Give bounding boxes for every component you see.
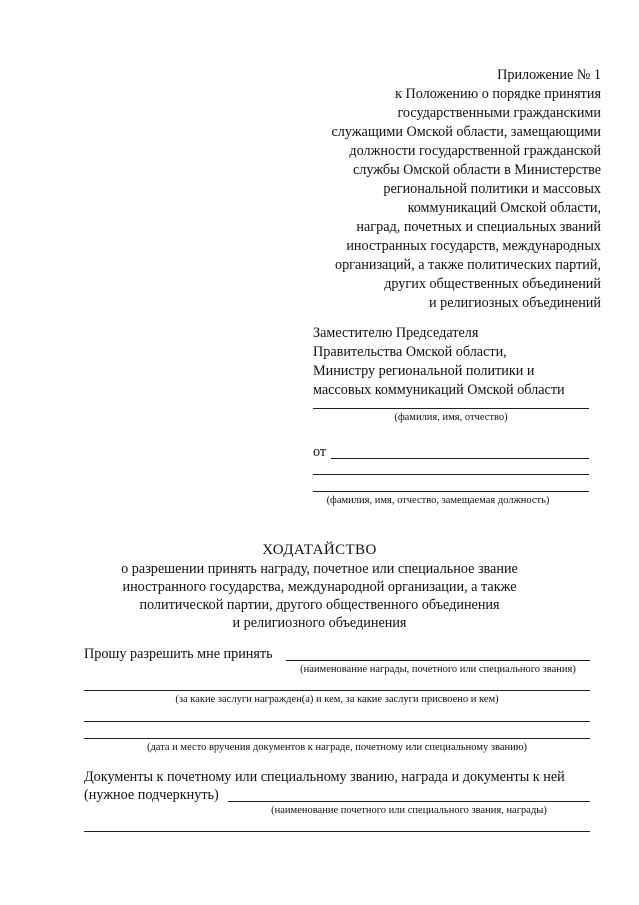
merits-field[interactable] — [84, 690, 590, 691]
appendix-line: иностранных государств, международных — [346, 238, 601, 254]
appendix-line: к Положению о порядке принятия — [395, 86, 601, 102]
from-label: от — [313, 444, 327, 460]
appendix-line: службы Омской области в Министерстве — [352, 162, 601, 178]
request-label: Прошу разрешить мне принять — [84, 646, 273, 662]
subtitle-line: политической партии, другого общественного объединения — [139, 597, 500, 613]
appendix-line: и религиозных объединений — [429, 295, 601, 311]
from-field-line-1[interactable] — [331, 458, 589, 459]
subtitle-line: иностранного государства, международной организации, а также — [122, 579, 517, 595]
addressee-name-field[interactable] — [313, 408, 589, 409]
appendix-line: должности государственной гражданской — [349, 143, 601, 159]
petition-title: ХОДАТАЙСТВО — [262, 542, 377, 558]
appendix-header — [331, 66, 601, 313]
subtitle-line: о разрешении принять награду, почетное или специальное звание — [121, 561, 518, 577]
addressee-line: массовых коммуникаций Омской области — [313, 382, 565, 398]
appendix-line: Приложение № 1 — [497, 67, 601, 83]
appendix-line: служащими Омской области, замещающими — [331, 124, 601, 140]
subtitle-line: и религиозного объединения — [232, 615, 407, 631]
from-field-line-3[interactable] — [313, 491, 589, 492]
date-caption: (дата и место вручения документов к награде, почетному или специальному званию) — [146, 742, 528, 753]
date-field-line-1[interactable] — [84, 721, 590, 722]
date-field-line-2[interactable] — [84, 738, 590, 739]
documents-field[interactable] — [228, 801, 590, 802]
appendix-line: организаций, а также политических партий, — [334, 257, 601, 273]
appendix-line: государственными гражданскими — [397, 105, 601, 121]
addressee-line: Министру региональной политики и — [313, 363, 535, 379]
appendix-line: региональной политики и массовых — [383, 181, 601, 197]
award-name-field[interactable] — [286, 660, 590, 661]
petition-subtitle — [0, 560, 639, 632]
documents-text-line-1: Документы к почетному или специальному званию, награда и документы к ней — [84, 769, 565, 785]
award-caption: (наименование награды, почетного или специального звания) — [300, 664, 576, 675]
appendix-line: наград, почетных и специальных званий — [356, 219, 601, 235]
appendix-line: коммуникаций Омской области, — [407, 200, 601, 216]
addressee-block — [313, 324, 565, 400]
merits-caption: (за какие заслуги награжден(а) и кем, за какие заслуги присвоено и кем) — [175, 694, 499, 705]
documents-field-line-2[interactable] — [84, 831, 590, 832]
addressee-line: Правительства Омской области, — [313, 344, 507, 360]
from-field-line-2[interactable] — [313, 474, 589, 475]
documents-caption: (наименование почетного или специального звания, награды) — [271, 805, 547, 816]
addressee-line: Заместителю Председателя — [313, 325, 479, 341]
from-caption: (фамилия, имя, отчество, замещаемая должность) — [326, 495, 550, 506]
appendix-line: других общественных объединений — [384, 276, 601, 292]
addressee-name-caption: (фамилия, имя, отчество) — [394, 412, 508, 423]
documents-text-line-2: (нужное подчеркнуть) — [84, 787, 219, 803]
